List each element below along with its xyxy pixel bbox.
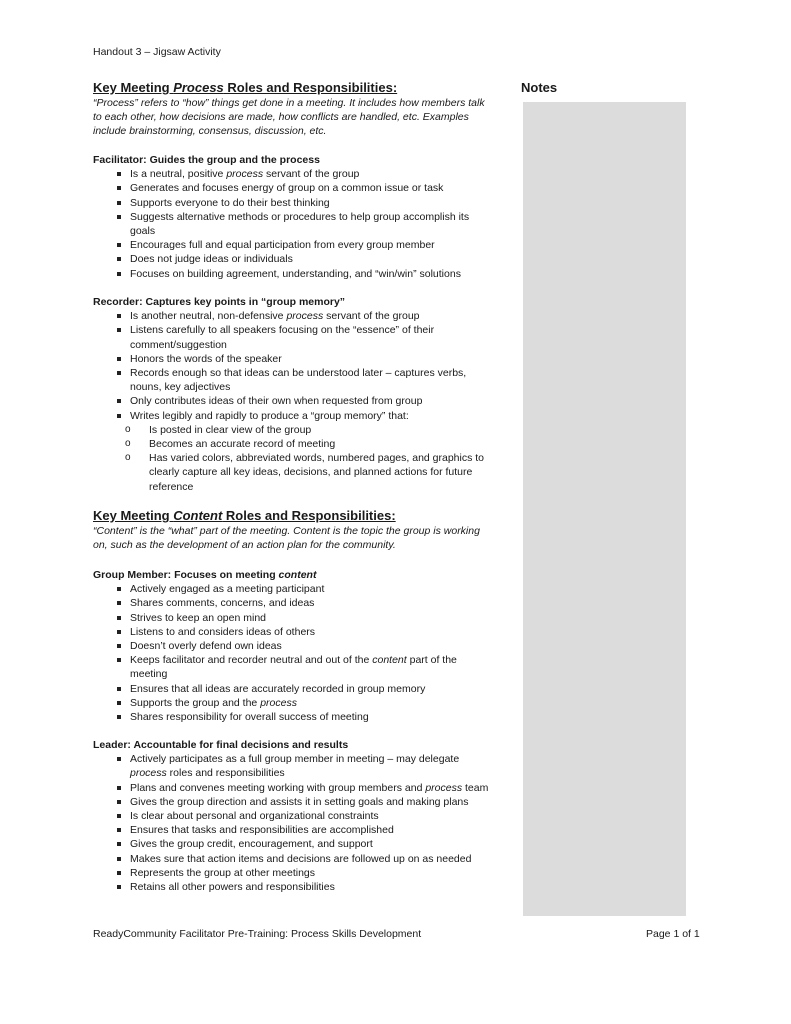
list-item: Supports the group and the process bbox=[130, 696, 493, 710]
list-item: Actively participates as a full group member in meeting – may delegate process roles and responsibilities bbox=[130, 752, 493, 780]
list-item: Plans and convenes meeting working with group members and process team bbox=[130, 781, 493, 795]
list-item: Gives the group credit, encouragement, and support bbox=[130, 837, 493, 851]
list-item: Gives the group direction and assists it in setting goals and making plans bbox=[130, 795, 493, 809]
list-item: Does not judge ideas or individuals bbox=[130, 252, 493, 266]
recorder-block bbox=[93, 295, 493, 494]
list-item: Supports everyone to do their best thinking bbox=[130, 196, 493, 210]
notes-title: Notes bbox=[521, 80, 558, 95]
list-item: Actively engaged as a meeting participant bbox=[130, 582, 493, 596]
list-item: Encourages full and equal participation from every group member bbox=[130, 238, 493, 252]
leader-block bbox=[93, 738, 493, 894]
list-item: Retains all other powers and responsibilities bbox=[130, 880, 493, 894]
list-item: Writes legibly and rapidly to produce a “group memory” that: bbox=[130, 409, 493, 423]
list-item: Represents the group at other meetings bbox=[130, 866, 493, 880]
list-item: Is clear about personal and organizational constraints bbox=[130, 809, 493, 823]
list-item: Is a neutral, positive process servant of the group bbox=[130, 167, 493, 181]
list-item: Generates and focuses energy of group on a common issue or task bbox=[130, 181, 493, 195]
process-section bbox=[93, 80, 493, 139]
content-intro: “Content” is the “what” part of the meeting. Content is the topic the group is working on, such as the development of an action plan for the community. bbox=[93, 525, 480, 552]
recorder-title: Recorder: Captures key points in “group memory” bbox=[93, 296, 346, 308]
group-member-list bbox=[93, 582, 493, 724]
list-item: Records enough so that ideas can be understood later – captures verbs, nouns, key adjectives bbox=[130, 366, 493, 394]
list-item: Only contributes ideas of their own when requested from group bbox=[130, 394, 493, 408]
footer-page-number: Page 1 of 1 bbox=[646, 928, 700, 940]
process-section-title: Key Meeting Process Roles and Responsibilities: bbox=[93, 80, 398, 95]
footer-left: ReadyCommunity Facilitator Pre-Training: Process Skills Development bbox=[93, 928, 422, 940]
leader-title: Leader: Accountable for final decisions and results bbox=[93, 739, 349, 751]
page-header: Handout 3 – Jigsaw Activity bbox=[93, 46, 221, 58]
list-item: Strives to keep an open mind bbox=[130, 611, 493, 625]
group-member-block bbox=[93, 568, 493, 724]
list-item: Suggests alternative methods or procedures to help group accomplish its goals bbox=[130, 210, 493, 238]
group-member-title: Group Member: Focuses on meeting content bbox=[93, 569, 317, 581]
list-item: Listens carefully to all speakers focusing on the “essence” of their comment/suggestion bbox=[130, 323, 493, 351]
recorder-list bbox=[93, 309, 493, 423]
list-item: Listens to and considers ideas of others bbox=[130, 625, 493, 639]
leader-list bbox=[93, 752, 493, 894]
process-intro: “Process” refers to “how” things get done in a meeting. It includes how members talk to each other, how decisions are made, how conflicts are handled, etc. Examples include brainstorming, consensus, discussion, etc. bbox=[93, 97, 485, 138]
facilitator-list bbox=[93, 167, 493, 281]
content-section bbox=[93, 508, 493, 552]
sub-list-item: o Becomes an accurate record of meeting bbox=[149, 437, 493, 451]
list-item: Doesn’t overly defend own ideas bbox=[130, 639, 493, 653]
list-item: Focuses on building agreement, understanding, and “win/win” solutions bbox=[130, 267, 493, 281]
list-item: Shares responsibility for overall success of meeting bbox=[130, 710, 493, 724]
list-item: Ensures that all ideas are accurately recorded in group memory bbox=[130, 682, 493, 696]
list-item: Keeps facilitator and recorder neutral and out of the content part of the meeting bbox=[130, 653, 493, 681]
notes-area bbox=[523, 102, 686, 916]
recorder-sublist bbox=[93, 423, 493, 494]
list-item: Ensures that tasks and responsibilities are accomplished bbox=[130, 823, 493, 837]
facilitator-block bbox=[93, 153, 493, 281]
sub-list-item: o Has varied colors, abbreviated words, numbered pages, and graphics to clearly capture all key ideas, decisions, and planned actions for future reference bbox=[149, 451, 493, 494]
facilitator-title: Facilitator: Guides the group and the process bbox=[93, 154, 320, 166]
list-item: Makes sure that action items and decisions are followed up on as needed bbox=[130, 852, 493, 866]
sub-list-item: o Is posted in clear view of the group bbox=[149, 423, 493, 437]
list-item: Shares comments, concerns, and ideas bbox=[130, 596, 493, 610]
list-item: Honors the words of the speaker bbox=[130, 352, 493, 366]
list-item: Is another neutral, non-defensive process servant of the group bbox=[130, 309, 493, 323]
content-section-title: Key Meeting Content Roles and Responsibilities: bbox=[93, 508, 396, 523]
